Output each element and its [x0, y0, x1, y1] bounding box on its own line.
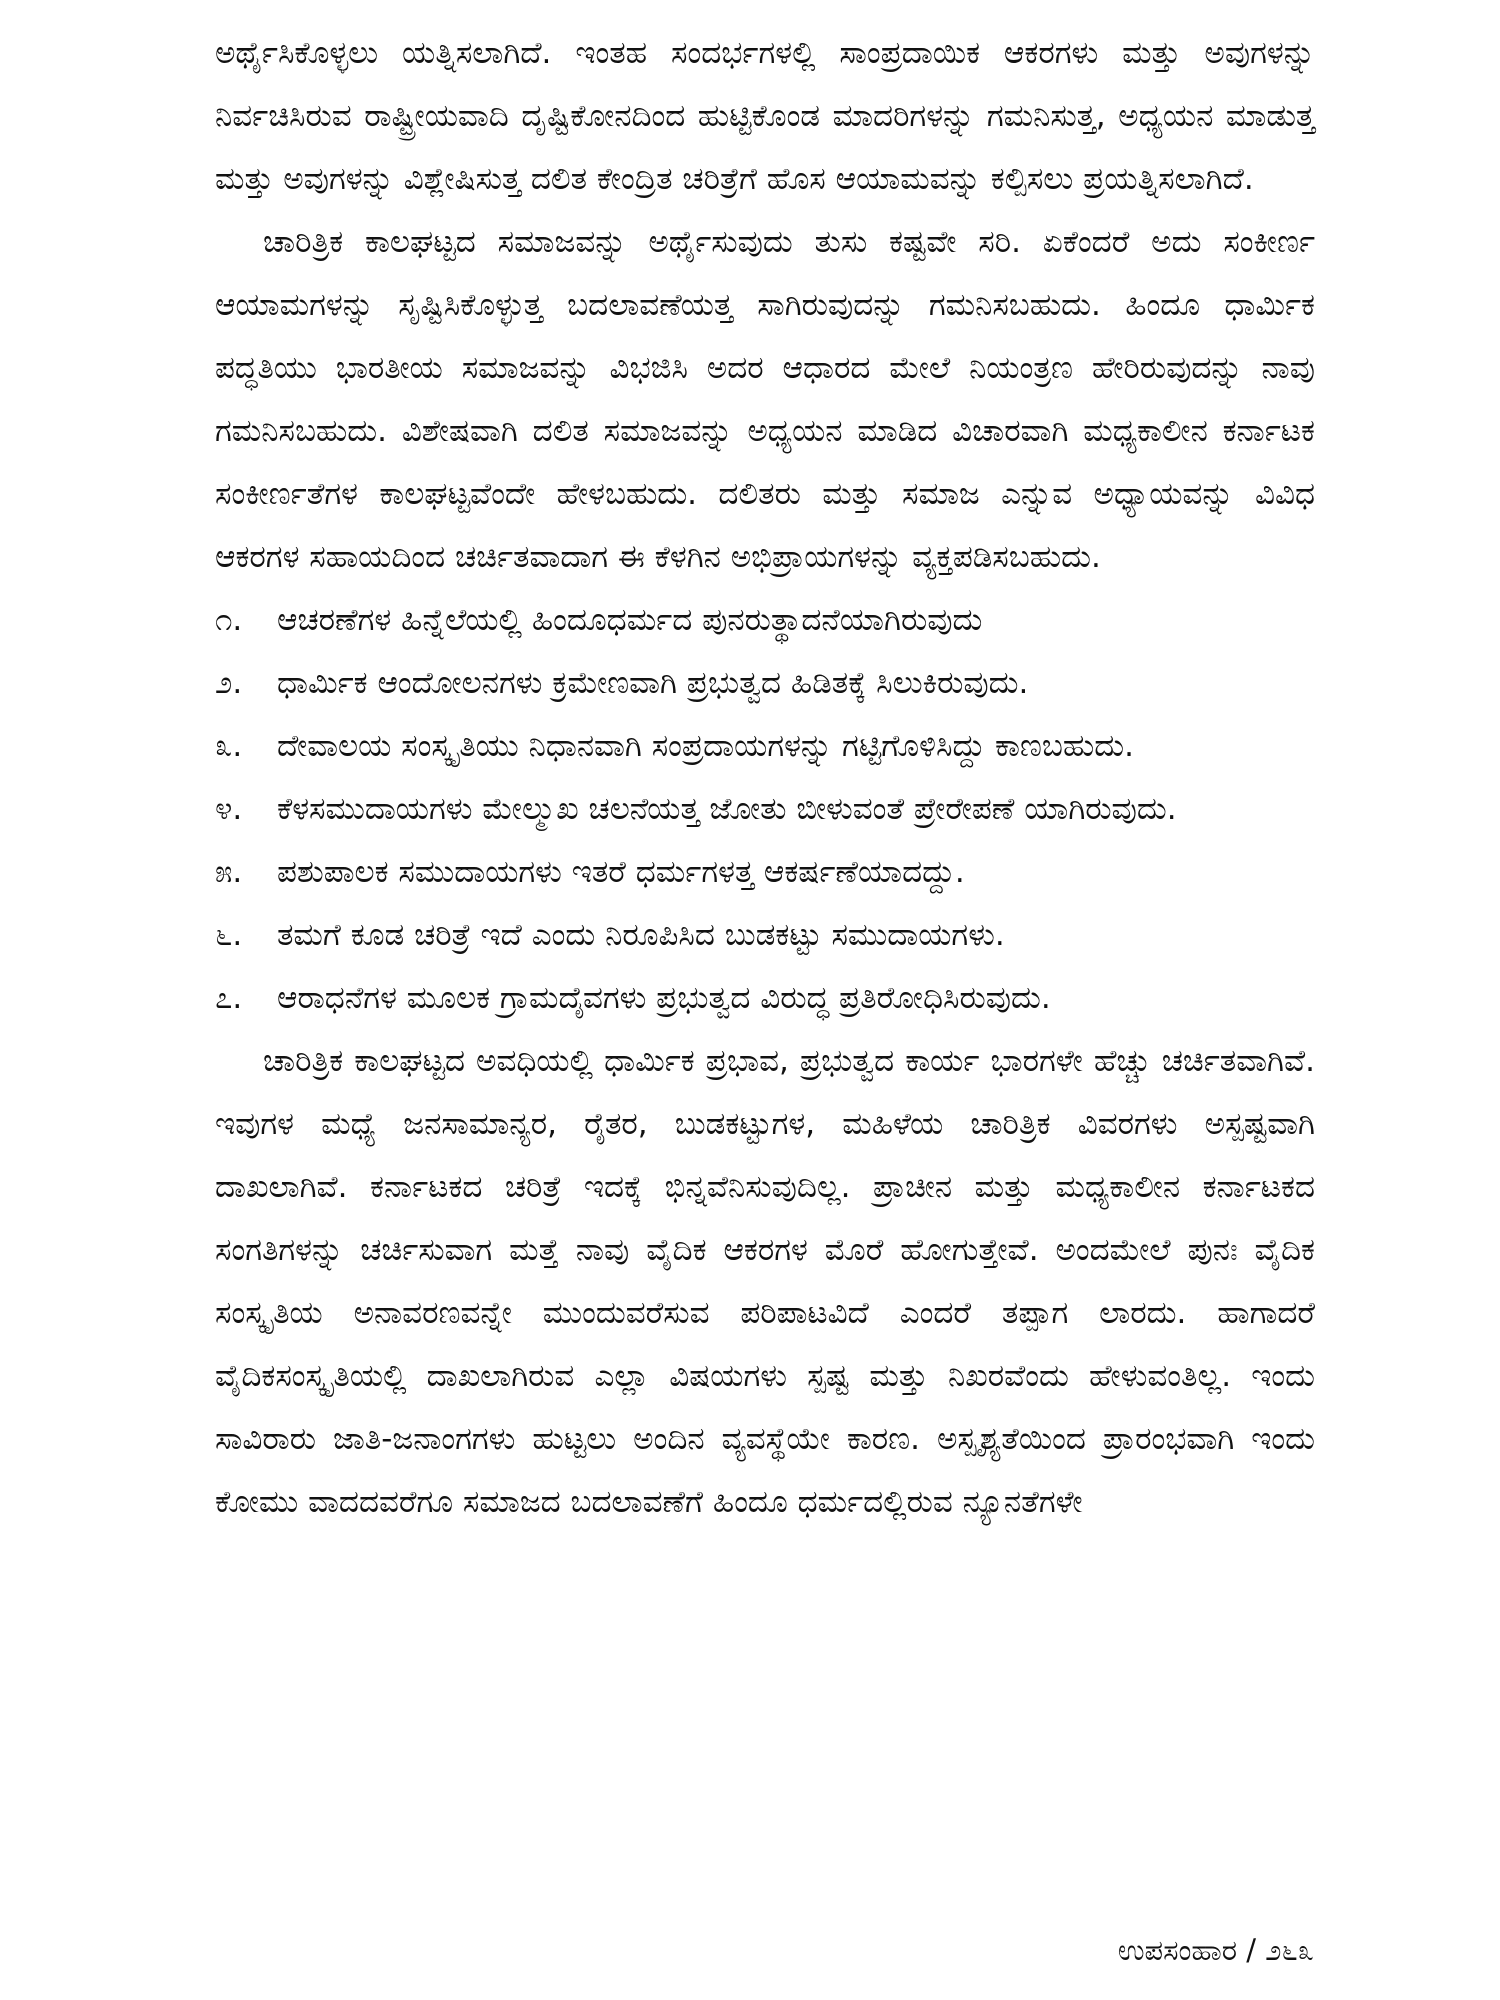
list-item — [215, 778, 1315, 841]
list-item-number: ೨. — [215, 665, 243, 701]
observations-list — [215, 589, 1315, 1030]
list-item-number: ೭. — [215, 980, 243, 1016]
list-item — [215, 652, 1315, 715]
list-item-text: ಆಚರಣೆಗಳ ಹಿನ್ನೆಲೆಯಲ್ಲಿ ಹಿಂದೂಧರ್ಮದ ಪುನರುತ್ಥಾದನೆಯಾಗಿರುವುದು — [277, 602, 983, 638]
page-footer: ಉಪಸಂಹಾರ / ೨೬೩ — [1117, 1933, 1314, 1967]
list-item — [215, 904, 1315, 967]
page-body — [215, 22, 1315, 1534]
list-item-number: ೧. — [215, 602, 243, 638]
paragraph-society: ಚಾರಿತ್ರಿಕ ಕಾಲಘಟ್ಟದ ಸಮಾಜವನ್ನು ಅರ್ಥೈಸುವುದು ತುಸು ಕಷ್ಟವೇ ಸರಿ. ಏಕೆಂದರೆ ಅದು ಸಂಕೀರ್ಣ ಆಯಾಮಗಳನ್ನು ಸೃಷ್ಟಿಸಿಕೊಳ್ಳುತ್ತ ಬದಲಾವಣೆಯತ್ತ ಸಾಗಿರುವುದನ್ನು ಗಮನಿಸಬಹುದು. ಹಿಂದೂ ಧಾರ್ಮಿಕ ಪದ್ಧತಿಯು ಭಾರತೀಯ ಸಮಾಜವನ್ನು ವಿಭಜಿಸಿ ಅದರ ಆಧಾರದ ಮೇಲೆ ನಿಯಂತ್ರಣ ಹೇರಿರುವುದನ್ನು ನಾವು ಗಮನಿಸಬಹುದು. ವಿಶೇಷವಾಗಿ ದಲಿತ ಸಮಾಜವನ್ನು ಅಧ್ಯಯನ ಮಾಡಿದ ವಿಚಾರವಾಗಿ ಮಧ್ಯಕಾಲೀನ ಕರ್ನಾಟಕ ಸಂಕೀರ್ಣತೆಗಳ ಕಾಲಘಟ್ಟವೆಂದೇ ಹೇಳಬಹುದು. ದಲಿತರು ಮತ್ತು ಸಮಾಜ ಎನ್ನುವ ಅಧ್ಯಾಯವನ್ನು ವಿವಿಧ ಆಕರಗಳ ಸಹಾಯದಿಂದ ಚರ್ಚಿತವಾದಾಗ ಈ ಕೆಳಗಿನ ಅಭಿಪ್ರಾಯಗಳನ್ನು ವ್ಯಕ್ತಪಡಿಸಬಹುದು. — [215, 224, 1315, 575]
list-item-text: ದೇವಾಲಯ ಸಂಸ್ಕೃತಿಯು ನಿಧಾನವಾಗಿ ಸಂಪ್ರದಾಯಗಳನ್ನು ಗಟ್ಟಿಗೊಳಿಸಿದ್ದು ಕಾಣಬಹುದು. — [277, 728, 1134, 764]
list-item — [215, 589, 1315, 652]
list-item-text: ತಮಗೆ ಕೂಡ ಚರಿತ್ರೆ ಇದೆ ಎಂದು ನಿರೂಪಿಸಿದ ಬುಡಕಟ್ಟು ಸಮುದಾಯಗಳು. — [277, 917, 1005, 953]
list-item-number: ೪. — [215, 791, 243, 827]
list-item-text: ಪಶುಪಾಲಕ ಸಮುದಾಯಗಳು ಇತರೆ ಧರ್ಮಗಳತ್ತ ಆಕರ್ಷಣೆಯಾದದ್ದು. — [277, 854, 965, 890]
list-item-text: ಕೆಳಸಮುದಾಯಗಳು ಮೇಲ್ಮುಖ ಚಲನೆಯತ್ತ ಜೋತು ಬೀಳುವಂತೆ ಪ್ರೇರೇಪಣೆ ಯಾಗಿರುವುದು. — [277, 791, 1177, 827]
paragraph-intro: ಅರ್ಥೈಸಿಕೊಳ್ಳಲು ಯತ್ನಿಸಲಾಗಿದೆ. ಇಂತಹ ಸಂದರ್ಭಗಳಲ್ಲಿ ಸಾಂಪ್ರದಾಯಿಕ ಆಕರಗಳು ಮತ್ತು ಅವುಗಳನ್ನು ನಿರ್ವಚಿಸಿರುವ ರಾಷ್ಟ್ರೀಯವಾದಿ ದೃಷ್ಟಿಕೋನದಿಂದ ಹುಟ್ಟಿಕೊಂಡ ಮಾದರಿಗಳನ್ನು ಗಮನಿಸುತ್ತ, ಅಧ್ಯಯನ ಮಾಡುತ್ತ ಮತ್ತು ಅವುಗಳನ್ನು ವಿಶ್ಲೇಷಿಸುತ್ತ ದಲಿತ ಕೇಂದ್ರಿತ ಚರಿತ್ರೆಗೆ ಹೊಸ ಆಯಾಮವನ್ನು ಕಲ್ಪಿಸಲು ಪ್ರಯತ್ನಿಸಲಾಗಿದೆ. — [215, 35, 1315, 197]
list-item-text: ಆರಾಧನೆಗಳ ಮೂಲಕ ಗ್ರಾಮದೈವಗಳು ಪ್ರಭುತ್ವದ ವಿರುದ್ಧ ಪ್ರತಿರೋಧಿಸಿರುವುದು. — [277, 980, 1051, 1016]
list-item — [215, 715, 1315, 778]
paragraph-closing: ಚಾರಿತ್ರಿಕ ಕಾಲಘಟ್ಟದ ಅವಧಿಯಲ್ಲಿ ಧಾರ್ಮಿಕ ಪ್ರಭಾವ, ಪ್ರಭುತ್ವದ ಕಾರ್ಯ ಭಾರಗಳೇ ಹೆಚ್ಚು ಚರ್ಚಿತವಾಗಿವೆ. ಇವುಗಳ ಮಧ್ಯೆ ಜನಸಾಮಾನ್ಯರ, ರೈತರ, ಬುಡಕಟ್ಟುಗಳ, ಮಹಿಳೆಯ ಚಾರಿತ್ರಿಕ ವಿವರಗಳು ಅಸ್ಪಷ್ಟವಾಗಿ ದಾಖಲಾಗಿವೆ. ಕರ್ನಾಟಕದ ಚರಿತ್ರೆ ಇದಕ್ಕೆ ಭಿನ್ನವೆನಿಸುವುದಿಲ್ಲ. ಪ್ರಾಚೀನ ಮತ್ತು ಮಧ್ಯಕಾಲೀನ ಕರ್ನಾಟಕದ ಸಂಗತಿಗಳನ್ನು ಚರ್ಚಿಸುವಾಗ ಮತ್ತೆ ನಾವು ವೈದಿಕ ಆಕರಗಳ ಮೊರೆ ಹೋಗುತ್ತೇವೆ. ಅಂದಮೇಲೆ ಪುನಃ ವೈದಿಕ ಸಂಸ್ಕೃತಿಯ ಅನಾವರಣವನ್ನೇ ಮುಂದುವರೆಸುವ ಪರಿಪಾಟವಿದೆ ಎಂದರೆ ತಪ್ಪಾಗ ಲಾರದು. ಹಾಗಾದರೆ ವೈದಿಕಸಂಸ್ಕೃತಿಯಲ್ಲಿ ದಾಖಲಾಗಿರುವ ಎಲ್ಲಾ ವಿಷಯಗಳು ಸ್ಪಷ್ಟ ಮತ್ತು ನಿಖರವೆಂದು ಹೇಳುವಂತಿಲ್ಲ. ಇಂದು ಸಾವಿರಾರು ಜಾತಿ-ಜನಾಂಗಗಳು ಹುಟ್ಟಲು ಅಂದಿನ ವ್ಯವಸ್ಥೆಯೇ ಕಾರಣ. ಅಸ್ಪೃಶ್ಯತೆಯಿಂದ ಪ್ರಾರಂಭವಾಗಿ ಇಂದು ಕೋಮು ವಾದದವರೆಗೂ ಸಮಾಜದ ಬದಲಾವಣೆಗೆ ಹಿಂದೂ ಧರ್ಮದಲ್ಲಿರುವ ನ್ಯೂನತೆಗಳೇ — [215, 1043, 1315, 1520]
list-item-number: ೬. — [215, 917, 243, 953]
list-item-number: ೫. — [215, 854, 243, 890]
list-item — [215, 967, 1315, 1030]
list-item-text: ಧಾರ್ಮಿಕ ಆಂದೋಲನಗಳು ಕ್ರಮೇಣವಾಗಿ ಪ್ರಭುತ್ವದ ಹಿಡಿತಕ್ಕೆ ಸಿಲುಕಿರುವುದು. — [277, 665, 1029, 701]
list-item-number: ೩. — [215, 728, 243, 764]
list-item — [215, 841, 1315, 904]
